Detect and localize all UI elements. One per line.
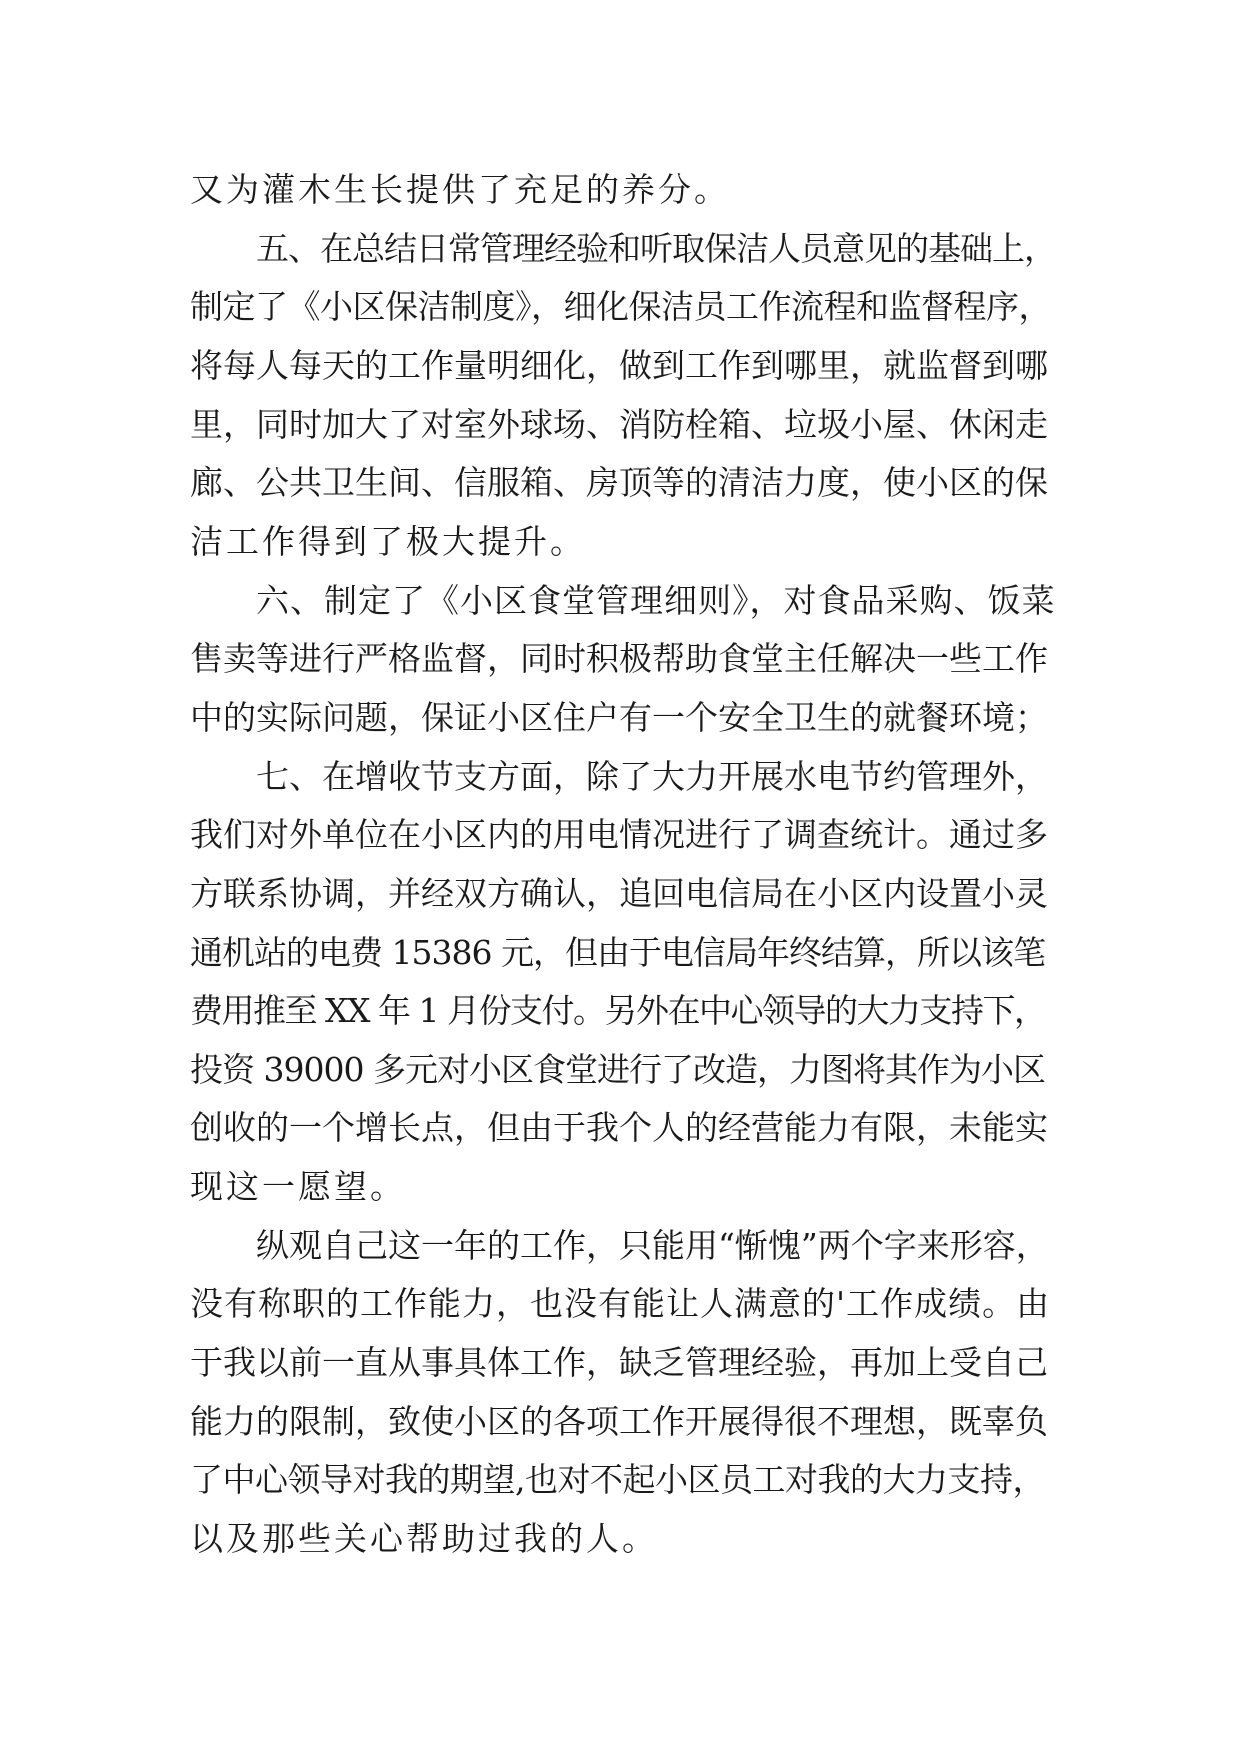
text-line: 通机站的电费 15386 元，但由于电信局年终结算，所以该笔: [190, 933, 1045, 972]
text-line: 投资 39000 多元对小区食堂进行了改造，力图将其作为小区: [190, 1050, 1045, 1089]
text-line: 售卖等进行严格监督，同时积极帮助食堂主任解决一些工作: [190, 639, 1048, 678]
text-line: 又为灌木生长提供了充足的养分。: [190, 170, 730, 209]
text-line: 了中心领导对我的期望,也对不起小区员工对我的大力支持，: [190, 1460, 1045, 1499]
text-line: 里，同时加大了对室外球场、消防栓箱、垃圾小屋、休闲走: [190, 405, 1048, 444]
text-line: 六、制定了《小区食堂管理细则》，对食品采购、饭菜: [256, 581, 1056, 620]
text-line: 没有称职的工作能力，也没有能让人满意的'工作成绩。由: [190, 1284, 1051, 1323]
text-line: 我们对外单位在小区内的用电情况进行了调查统计。通过多: [190, 815, 1048, 854]
text-line: 廊、公共卫生间、信服箱、房顶等的清洁力度，使小区的保: [190, 463, 1048, 502]
text-line: 现这一愿望。: [190, 1167, 406, 1206]
text-line: 中的实际问题，保证小区住户有一个安全卫生的就餐环境；: [190, 698, 1048, 737]
text-line: 将每人每天的工作量明细化，做到工作到哪里，就监督到哪: [190, 346, 1048, 385]
text-line: 方联系协调，并经双方确认，追回电信局在小区内设置小灵: [190, 874, 1048, 913]
text-line: 于我以前一直从事具体工作，缺乏管理经验，再加上受自己: [190, 1343, 1048, 1382]
text-line: 能力的限制，致使小区的各项工作开展得很不理想，既辜负: [190, 1402, 1048, 1441]
text-line: 费用推至 XX 年 1 月份支付。另外在中心领导的大力支持下，: [190, 991, 1046, 1030]
text-line: 五、在总结日常管理经验和听取保洁人员意见的基础上，: [256, 229, 1056, 268]
text-line: 以及那些关心帮助过我的人。: [190, 1519, 658, 1558]
text-line: 创收的一个增长点，但由于我个人的经营能力有限，未能实: [190, 1108, 1048, 1147]
text-line: 制定了《小区保洁制度》，细化保洁员工作流程和监督程序，: [190, 287, 1051, 326]
text-line: 七、在增收节支方面，除了大力开展水电节约管理外，: [256, 757, 1048, 796]
text-line: 洁工作得到了极大提升。: [190, 522, 586, 561]
text-line: 纵观自己这一年的工作，只能用“惭愧”两个字来形容，: [256, 1226, 1049, 1265]
